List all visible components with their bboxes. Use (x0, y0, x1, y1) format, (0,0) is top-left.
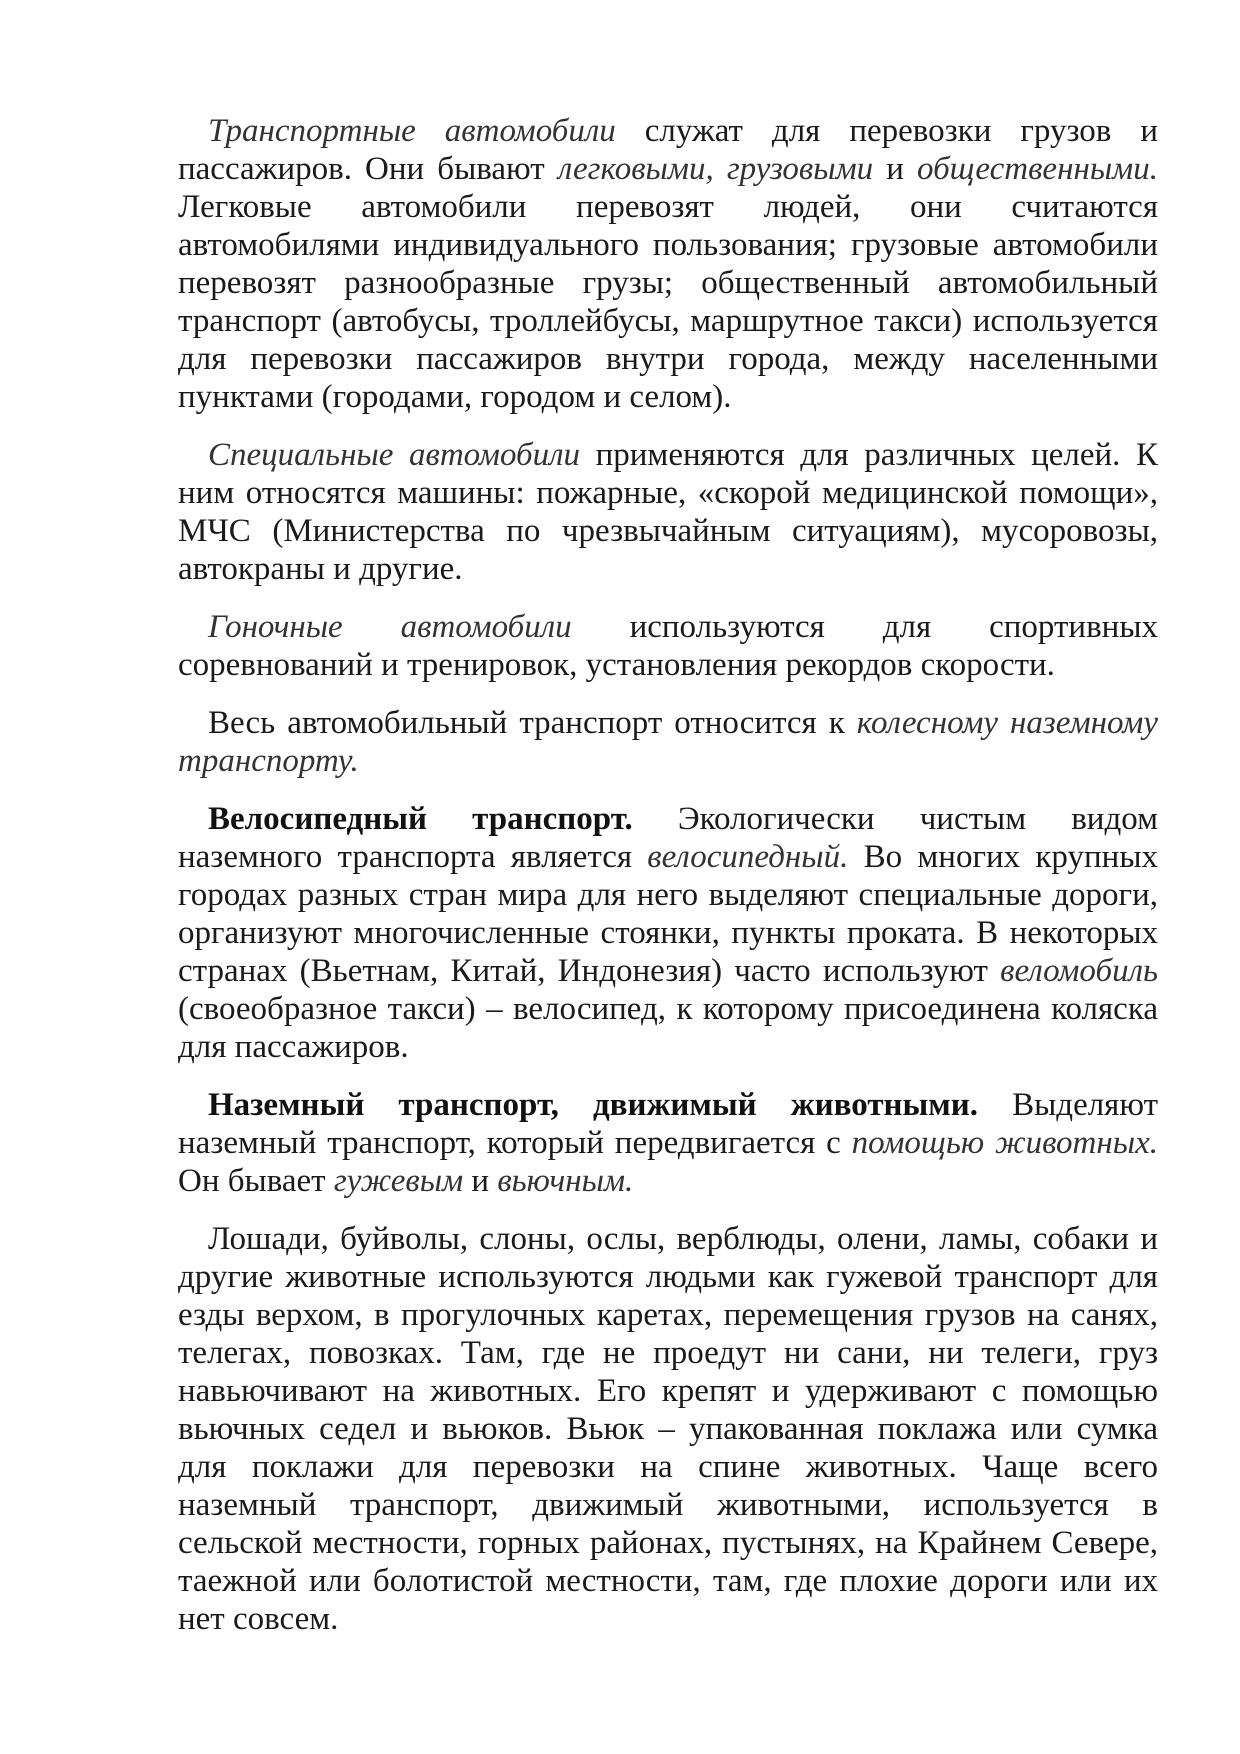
term-bicycle: велосипедный. (647, 839, 849, 875)
text: и (873, 151, 918, 187)
heading-bicycle-transport: Велосипедный транспорт. (208, 801, 633, 837)
paragraph-bicycle-transport (178, 800, 1158, 1066)
text: Легковые автомобили перевозят людей, они считаются автомобилями индивидуального пользования; грузовые автомобили перевозят разнообразные грузы; общественный автомобильный транспорт (автобусы, троллейбусы, маршрутное такси) используется для перевозки пассажиров внутри города, между населенными пунктами (городами, городом и селом). (178, 189, 1158, 415)
paragraph-animal-transport (178, 1086, 1158, 1200)
paragraph-racing-cars (178, 608, 1158, 684)
paragraph-transport-cars (178, 112, 1158, 416)
text: Во многих крупных городах разных стран мира для него выделяют специальные дороги, организуют многочисленные стоянки, пункты проката. В некоторых странах (Вьетнам, Китай, Индонезия) часто используют (178, 839, 1158, 989)
paragraph-special-cars (178, 436, 1158, 588)
text: Экологически чистым видом наземного транспорта является (178, 801, 1158, 875)
term-wheeled-ground: колесному наземному транспорту. (178, 705, 1159, 779)
term-velomobile: веломобиль (1000, 953, 1158, 989)
text: Выделяют наземный транспорт, который передвигается с (178, 1087, 1159, 1161)
document-page (178, 112, 1158, 1658)
text: Лошади, буйволы, слоны, ослы, верблюды, олени, ламы, собаки и другие животные используются людьми как гужевой транспорт для езды верхом, в прогулочных каретах, перемещения грузов на санях, телегах, повозках. Там, где не проедут ни сани, ни телеги, груз навьючивают на животных. Его крепят и удерживают с помощью вьючных седел и вьюков. Вьюк – упакованная поклажа или сумка для поклажи для перевозки на спине животных. Чаще всего наземный транспорт, движимый животными, используется в сельской местности, горных районах, пустынях, на Крайнем Севере, таежной или болотистой местности, там, где плохие дороги или их нет совсем. (178, 1221, 1158, 1637)
heading-animal-transport: Наземный транспорт, движимый животными. (208, 1087, 979, 1123)
text: применяются для различных целей. К ним относятся машины: пожарные, «скорой медицинской помощи», МЧС (Министерства по чрезвычайным ситуациям), мусоровозы, автокраны и другие. (178, 437, 1158, 587)
text: и (463, 1163, 498, 1199)
term-transport-cars: Транспортные автомобили (208, 113, 616, 149)
text: Он бывает (178, 1163, 334, 1199)
term-racing-cars: Гоночные автомобили (208, 609, 572, 645)
text: служат для перевозки грузов и пассажиров. Они бывают (178, 113, 1158, 187)
term-public: общественными. (917, 151, 1158, 187)
term-pack: вьючным. (497, 1163, 634, 1199)
term-special-cars: Специальные автомобили (208, 437, 581, 473)
text: используются для спортивных соревнований и тренировок, установления рекордов скорости. (178, 609, 1158, 683)
paragraph-wheeled-transport (178, 704, 1158, 780)
term-passenger-cargo: легковыми, грузовыми (557, 151, 874, 187)
term-with-animals: помощью животных. (851, 1125, 1158, 1161)
term-draft: гужевым (333, 1163, 464, 1199)
text: (своеобразное такси) – велосипед, к которому присоединена коляска для пассажиров. (178, 991, 1158, 1065)
text: Весь автомобильный транспорт относится к (208, 705, 857, 741)
paragraph-animals-list (178, 1220, 1158, 1638)
